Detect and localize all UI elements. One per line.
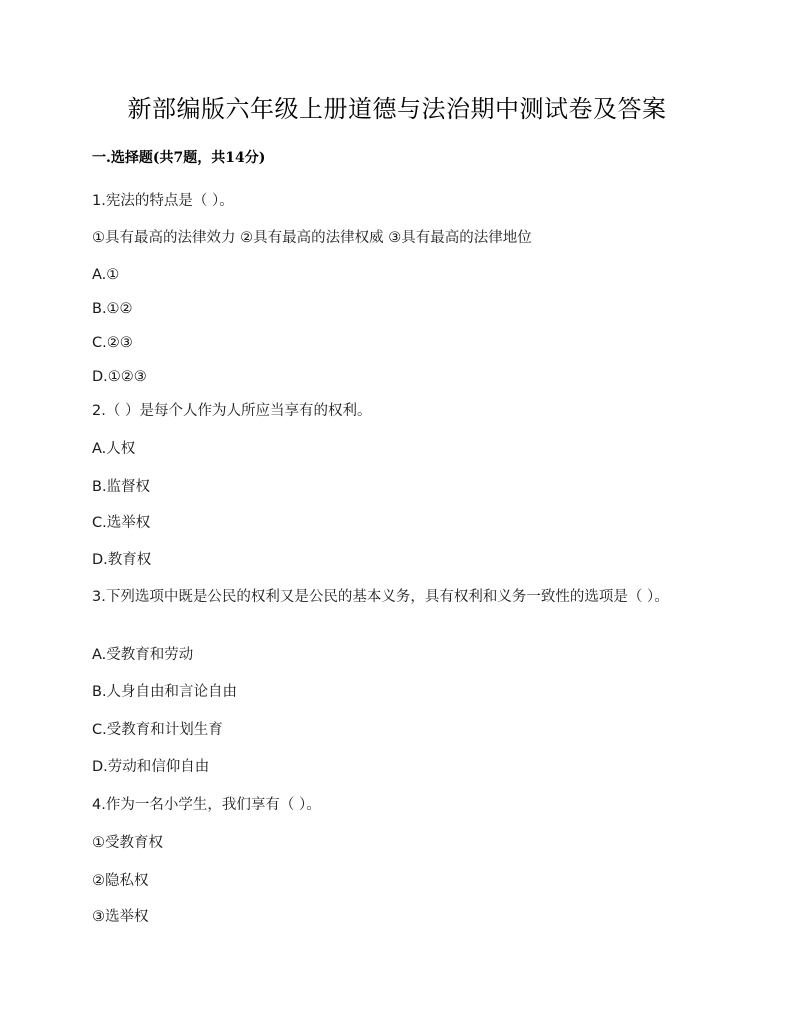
- question-3-option-a: A.受教育和劳动: [92, 647, 194, 663]
- question-1-option-b: B.①②: [92, 301, 133, 317]
- question-1-statements: ①具有最高的法律效力 ②具有最高的法律权威 ③具有最高的法律地位: [92, 230, 532, 246]
- question-4-statement-1: ①受教育权: [92, 835, 163, 851]
- question-2-option-a: A.人权: [92, 441, 136, 457]
- question-2-option-b: B.监督权: [92, 479, 151, 495]
- question-4-stem: 4.作为一名小学生，我们享有（ ）。: [92, 797, 321, 813]
- question-1-stem: 1.宪法的特点是（ ）。: [92, 193, 234, 209]
- question-2-stem: 2.（ ）是每个人作为人所应当享有的权利。: [92, 403, 372, 419]
- section-heading: 一.选择题(共7题，共14分): [92, 150, 266, 166]
- question-3-option-c: C.受教育和计划生育: [92, 722, 223, 738]
- question-4-statement-3: ③选举权: [92, 909, 149, 925]
- page-title: 新部编版六年级上册道德与法治期中测试卷及答案: [127, 95, 667, 123]
- question-2-option-d: D.教育权: [92, 552, 152, 568]
- question-3-option-b: B.人身自由和言论自由: [92, 684, 238, 700]
- question-3-stem: 3.下列选项中既是公民的权利又是公民的基本义务，具有权利和义务一致性的选项是（ ）。: [92, 589, 669, 605]
- question-4-statement-2: ②隐私权: [92, 873, 149, 889]
- question-1-option-c: C.②③: [92, 335, 133, 351]
- question-3-option-d: D.劳动和信仰自由: [92, 759, 210, 775]
- question-1-option-d: D.①②③: [92, 369, 147, 385]
- question-2-option-c: C.选举权: [92, 515, 151, 531]
- question-1-option-a: A.①: [92, 267, 120, 283]
